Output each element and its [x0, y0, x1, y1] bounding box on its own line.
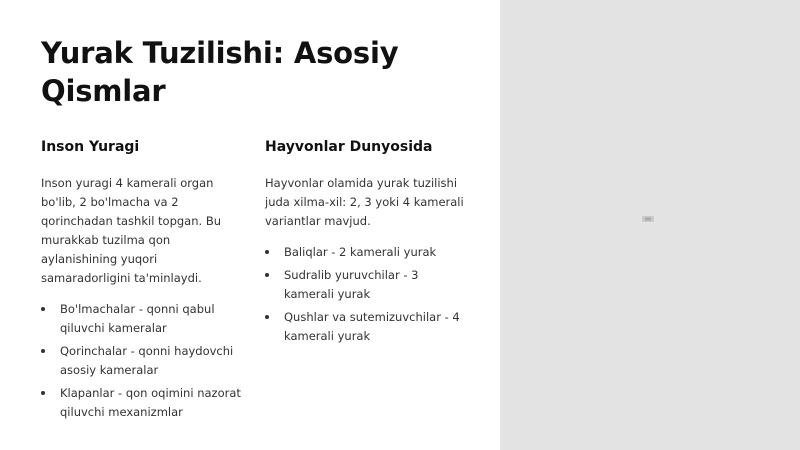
list-item — [265, 308, 470, 346]
column-hayvonlar-dunyosida — [265, 137, 470, 350]
list-item-text: Klapanlar - qon oqimini nazorat qiluvchi mexanizmlar — [60, 386, 241, 419]
bullet-icon — [41, 391, 45, 395]
column-heading: Hayvonlar Dunyosida — [265, 139, 433, 155]
image-placeholder-panel — [500, 0, 800, 450]
list-item — [265, 266, 470, 304]
list-item — [41, 384, 246, 422]
bullet-list — [41, 300, 246, 422]
column-paragraph: Inson yuragi 4 kamerali organ bo'lib, 2 bo'lmacha va 2 qorinchadan tashkil topgan. Bu murakkab tuzilma qon aylanishining yuqori samaradorligini ta'minlaydi. — [41, 176, 222, 285]
list-item-text: Qushlar va sutemizuvchilar - 4 kamerali yurak — [284, 310, 460, 343]
list-item — [41, 342, 246, 380]
bullet-icon — [41, 307, 45, 311]
column-inson-yuragi — [41, 137, 246, 426]
list-item-text: Bo'lmachalar - qonni qabul qiluvchi kameralar — [60, 302, 215, 335]
slide-title: Yurak Tuzilishi: Asosiy Qismlar — [41, 36, 399, 108]
image-placeholder-icon — [641, 214, 655, 224]
bullet-list — [265, 243, 470, 346]
column-paragraph: Hayvonlar olamida yurak tuzilishi juda xilma-xil: 2, 3 yoki 4 kamerali variantlar mavjud. — [265, 176, 464, 228]
list-item-text: Baliqlar - 2 kamerali yurak — [284, 245, 437, 259]
bullet-icon — [265, 315, 269, 319]
list-item-text: Sudralib yuruvchilar - 3 kamerali yurak — [284, 268, 419, 301]
list-item — [265, 243, 470, 262]
column-heading: Inson Yuragi — [41, 139, 140, 155]
bullet-icon — [265, 250, 269, 254]
bullet-icon — [41, 349, 45, 353]
list-item — [41, 300, 246, 338]
bullet-icon — [265, 273, 269, 277]
list-item-text: Qorinchalar - qonni haydovchi asosiy kameralar — [60, 344, 234, 377]
